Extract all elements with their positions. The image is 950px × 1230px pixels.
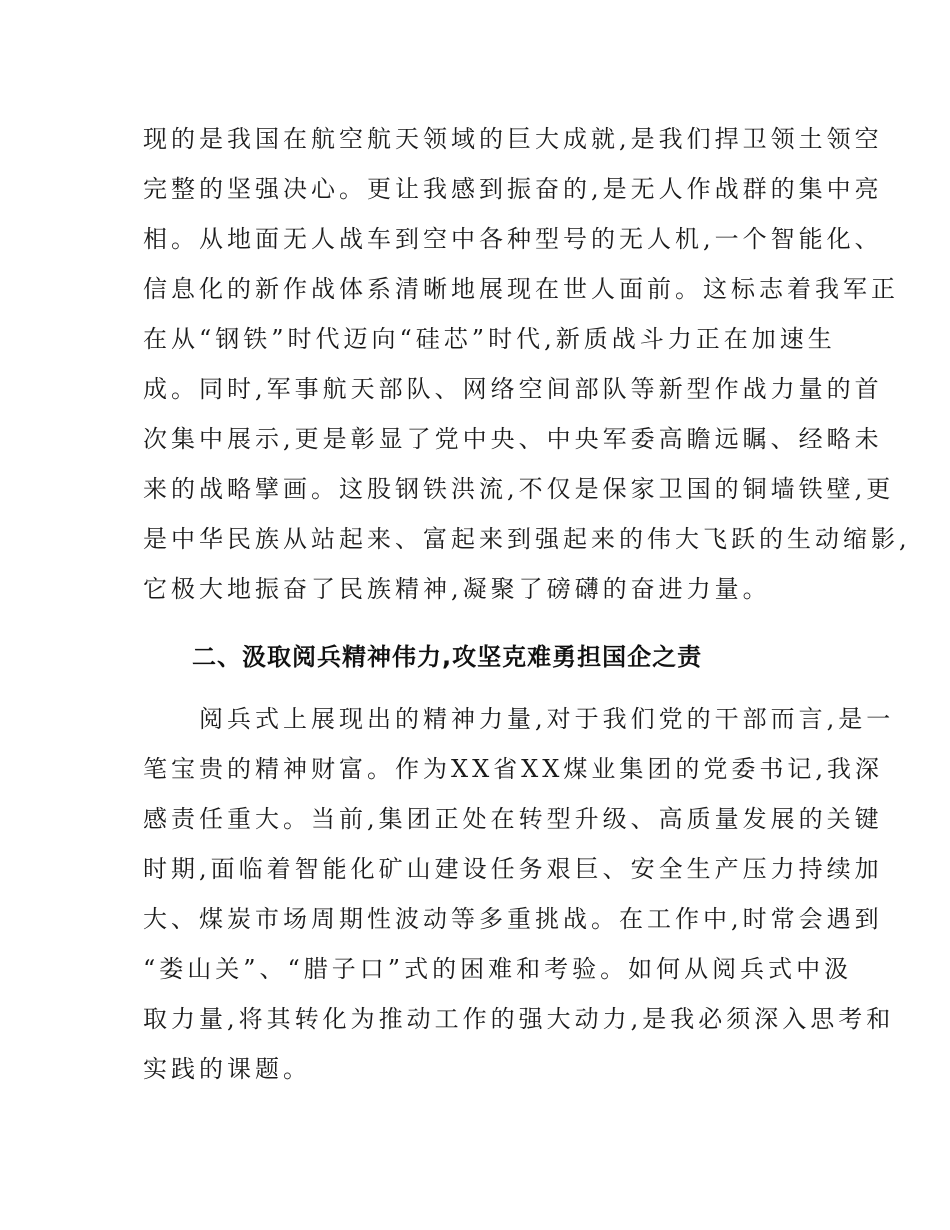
section-heading: 二、汲取阅兵精神伟力,攻坚克难勇担国企之责 <box>192 643 703 671</box>
paragraph-line: 次集中展示,更是彰显了党中央、中央军委高瞻远瞩、经略未 <box>143 425 883 453</box>
paragraph-line: 在从“钢铁”时代迈向“硅芯”时代,新质战斗力正在加速生 <box>143 325 836 353</box>
paragraph-line: 完整的坚强决心。更让我感到振奋的,是无人作战群的集中亮 <box>143 175 883 203</box>
paragraph-line: 实践的课题。 <box>143 1055 311 1083</box>
paragraph-line: 笔宝贵的精神财富。作为XX省XX煤业集团的党委书记,我深 <box>143 755 883 783</box>
paragraph-line: 成。同时,军事航天部队、网络空间部队等新型作战力量的首 <box>143 375 883 403</box>
paragraph-line: 阅兵式上展现出的精神力量,对于我们党的干部而言,是一 <box>143 705 895 733</box>
paragraph-1 <box>143 114 911 614</box>
paragraph-line: “娄山关”、“腊子口”式的困难和考验。如何从阅兵式中汲 <box>143 955 853 983</box>
paragraph-line: 大、煤炭市场周期性波动等多重挑战。在工作中,时常会遇到 <box>143 905 883 933</box>
paragraph-line: 现的是我国在航空航天领域的巨大成就,是我们捍卫领土领空 <box>143 125 883 153</box>
paragraph-line: 感责任重大。当前,集团正处在转型升级、高质量发展的关键 <box>143 805 883 833</box>
paragraph-line: 是中华民族从站起来、富起来到强起来的伟大飞跃的生动缩影, <box>143 525 911 553</box>
paragraph-line: 它极大地振奋了民族精神,凝聚了磅礴的奋进力量。 <box>143 575 771 603</box>
paragraph-line: 相。从地面无人战车到空中各种型号的无人机,一个智能化、 <box>143 225 883 253</box>
paragraph-line: 取力量,将其转化为推动工作的强大动力,是我必须深入思考和 <box>143 1005 895 1033</box>
paragraph-line: 信息化的新作战体系清晰地展现在世人面前。这标志着我军正 <box>143 275 899 303</box>
paragraph-line: 时期,面临着智能化矿山建设任务艰巨、安全生产压力持续加 <box>143 855 883 883</box>
paragraph-2 <box>143 694 895 1094</box>
paragraph-line: 来的战略擘画。这股钢铁洪流,不仅是保家卫国的铜墙铁壁,更 <box>143 475 895 503</box>
